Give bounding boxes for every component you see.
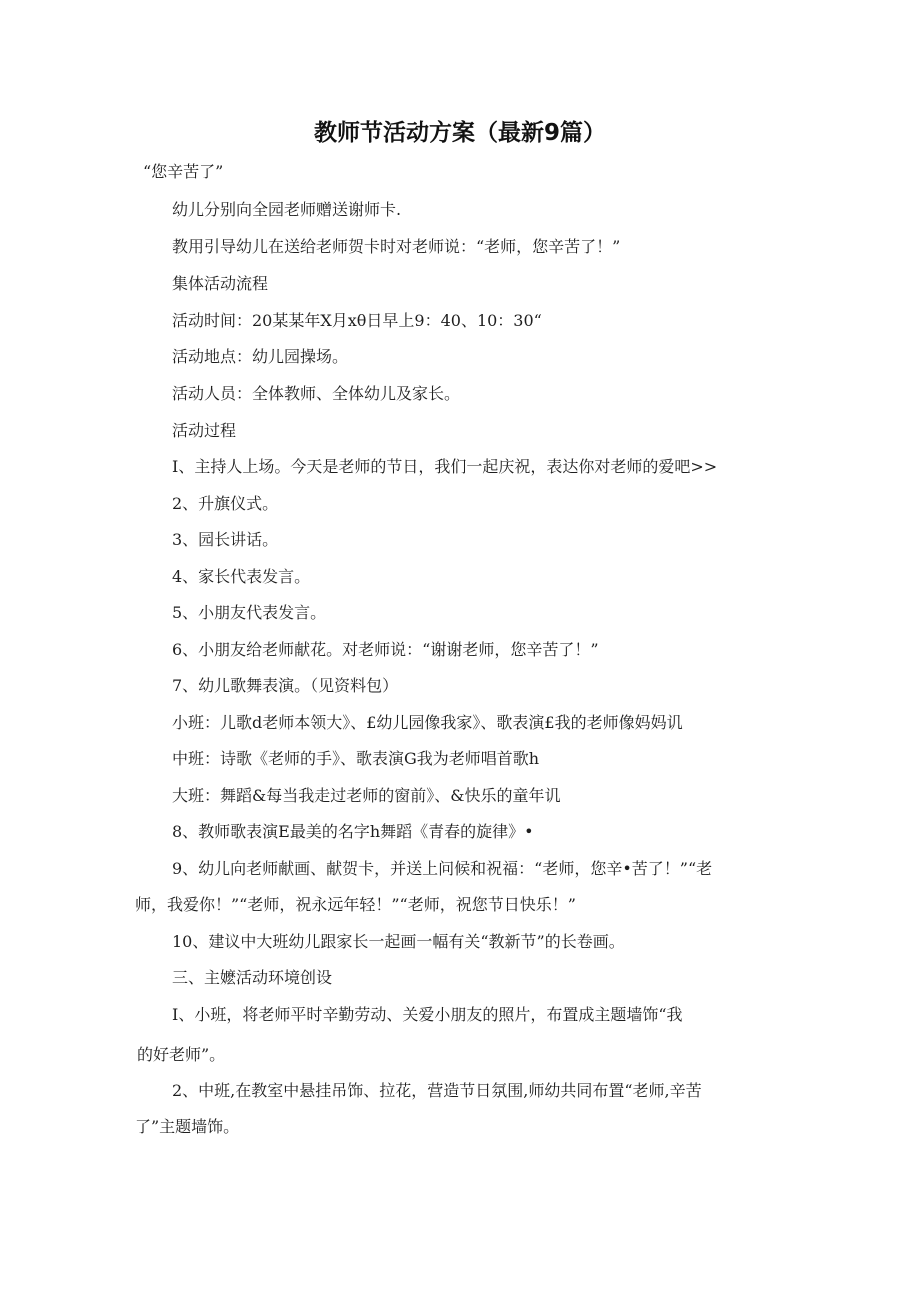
paragraph-line: 活动时间：20某某年X月xθ日早上9：40、10：30“ bbox=[172, 311, 542, 330]
paragraph-line: 中班：诗歌《老师的手》、歌表演G我为老师唱首歌h bbox=[172, 749, 540, 768]
list-item: 2、中班,在教室中悬挂吊饰、拉花，营造节日氛围,师幼共同布置“老师,辛苦 bbox=[172, 1081, 702, 1100]
paragraph-line: 的好老师”。 bbox=[137, 1045, 226, 1064]
paragraph-line: 活动地点：幼儿园操场。 bbox=[172, 347, 349, 366]
section-heading: 活动过程 bbox=[172, 421, 237, 440]
paragraph-line: 小班：儿歌d老师本领大》、£幼儿园像我家》、歌表演£我的老师像妈妈讥 bbox=[172, 713, 683, 732]
paragraph-line: 了”主题墙饰。 bbox=[135, 1117, 240, 1136]
paragraph-line: 大班：舞蹈&每当我走过老师的窗前》、&快乐的童年讥 bbox=[172, 786, 561, 805]
list-item: I、主持人上场。今天是老师的节日，我们一起庆祝，表达你对老师的爱吧>> bbox=[172, 457, 718, 476]
paragraph-line: 活动人员：全体教师、全体幼儿及家长。 bbox=[172, 384, 461, 403]
list-item: 10、建议中大班幼儿跟家长一起画一幅有关“教新节”的长卷画。 bbox=[172, 932, 625, 951]
list-item: 5、小朋友代表发言。 bbox=[172, 603, 327, 622]
list-item: 7、幼儿歌舞表演。（见资料包） bbox=[172, 676, 399, 695]
section-heading: 集体活动流程 bbox=[172, 274, 269, 293]
paragraph-line: 教用引导幼儿在送给老师贺卡时对老师说：“老师，您辛苦了！” bbox=[172, 237, 621, 256]
document-title: 教师节活动方案（最新9篇） bbox=[313, 120, 606, 146]
paragraph-line: 师，我爱你！”“老师，祝永远年轻！”“老师，祝您节日快乐！” bbox=[135, 895, 576, 914]
paragraph-line: “您辛苦了” bbox=[143, 162, 224, 181]
list-item: 6、小朋友给老师献花。对老师说：“谢谢老师，您辛苦了！” bbox=[172, 640, 599, 659]
list-item: 3、园长讲话。 bbox=[172, 530, 279, 549]
list-item: 9、幼儿向老师献画、献贺卡，并送上问候和祝福：“老师，您辛•苦了！”“老 bbox=[172, 859, 713, 878]
list-item: 8、教师歌表演E最美的名字h舞蹈《青春的旋律》• bbox=[172, 822, 534, 841]
paragraph-line: 幼儿分别向全园老师赠送谢师卡. bbox=[172, 200, 402, 219]
list-item: I、小班，将老师平时辛勤劳动、关爱小朋友的照片，布置成主题墙饰“我 bbox=[172, 1005, 683, 1024]
section-heading: 三、主嬷活动环境创设 bbox=[172, 968, 333, 987]
list-item: 2、升旗仪式。 bbox=[172, 494, 279, 513]
list-item: 4、家长代表发言。 bbox=[172, 567, 311, 586]
